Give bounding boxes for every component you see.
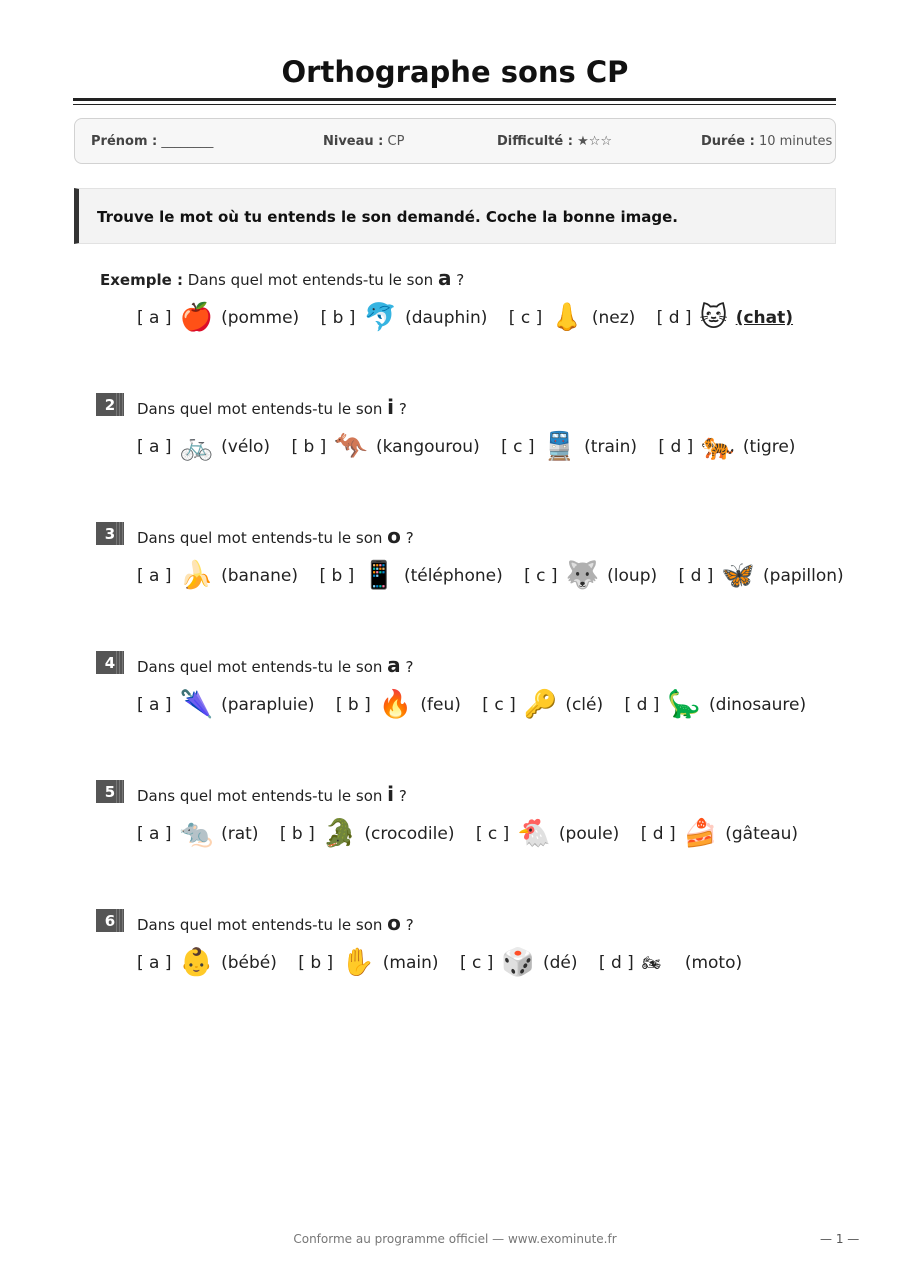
answer-option[interactable] (679, 558, 844, 594)
answer-option[interactable] (658, 429, 795, 465)
question-4 (137, 653, 413, 677)
answer-option-correct[interactable] (657, 300, 793, 336)
son-target: o (387, 524, 401, 548)
answer-option[interactable] (137, 687, 314, 723)
option-letter[interactable]: [ b ] (291, 437, 327, 457)
answer-option[interactable] (137, 945, 277, 981)
answer-option[interactable] (599, 945, 742, 981)
option-word: (tigre) (742, 437, 796, 457)
difficulte-stars: ★☆☆ (577, 134, 613, 149)
option-word: (pomme) (221, 308, 300, 328)
son-target: o (387, 911, 401, 935)
option-word: (dinosaure) (709, 695, 807, 715)
question-mark: ? (405, 916, 414, 934)
difficulte-label: Difficulté : (497, 134, 573, 149)
phone-icon[interactable]: 📱 (362, 560, 396, 591)
hand-icon[interactable]: ✋ (341, 947, 375, 978)
question-mark: ? (398, 787, 407, 805)
option-word: (kangourou) (375, 437, 480, 457)
option-word: (rat) (221, 824, 259, 844)
question-text: Dans quel mot entends-tu le son (137, 916, 383, 934)
option-word: (loup) (607, 566, 658, 586)
instruction-text: Trouve le mot où tu entends le son demandé. Coche la bonne image. (97, 208, 678, 226)
page-number: — 1 — (820, 1232, 860, 1246)
question-text: Dans quel mot entends-tu le son (187, 271, 434, 289)
title-rule-thin (73, 104, 836, 105)
answer-option[interactable] (291, 429, 479, 465)
option-letter[interactable]: [ b ] (279, 824, 315, 844)
option-word: (moto) (684, 953, 743, 973)
fire-icon[interactable]: 🔥 (378, 689, 413, 720)
question-text: Dans quel mot entends-tu le son (137, 658, 383, 676)
umbrella-icon[interactable]: 🌂 (179, 689, 214, 720)
butterfly-icon[interactable]: 🦋 (721, 560, 756, 591)
option-word: (clé) (565, 695, 604, 715)
option-word: (nez) (591, 308, 636, 328)
difficulte-field (497, 134, 612, 149)
answer-option[interactable] (625, 687, 807, 723)
answers-6 (137, 945, 758, 985)
answer-option[interactable] (298, 945, 438, 981)
option-letter[interactable]: [ d ] (624, 695, 660, 715)
question-number: 5 (96, 780, 124, 803)
answer-option[interactable] (476, 816, 619, 852)
question-number: 2 (96, 393, 124, 416)
apple-icon[interactable]: 🍎 (179, 302, 214, 333)
question-number: 4 (96, 651, 124, 674)
option-word: (banane) (221, 566, 299, 586)
option-word: (dé) (543, 953, 578, 973)
option-letter[interactable]: [ d ] (678, 566, 714, 586)
question-6 (137, 911, 414, 935)
example-label: Exemple : (100, 271, 183, 289)
cat-icon[interactable]: 🐱 (699, 302, 728, 333)
answer-option[interactable] (137, 300, 299, 336)
option-letter[interactable]: [ c ] (459, 953, 494, 973)
option-word: (téléphone) (403, 566, 503, 586)
cake-icon[interactable]: 🍰 (683, 818, 718, 849)
dolphin-icon[interactable]: 🐬 (363, 302, 398, 333)
question-3 (137, 524, 414, 548)
page-title: Orthographe sons CP (281, 55, 629, 89)
niveau-field (323, 134, 404, 149)
nose-icon[interactable]: 👃 (550, 302, 584, 333)
answer-option[interactable] (319, 558, 502, 594)
option-letter[interactable]: [ b ] (319, 566, 355, 586)
question-number: 3 (96, 522, 124, 545)
instruction-box (74, 188, 836, 244)
option-word: (feu) (420, 695, 461, 715)
question-number: 6 (96, 909, 124, 932)
train-icon[interactable]: 🚆 (542, 431, 577, 462)
example-answers (137, 300, 809, 340)
option-letter[interactable]: [ a ] (137, 308, 172, 328)
answers-5 (137, 816, 814, 856)
option-word: (bébé) (221, 953, 277, 973)
question-2 (137, 395, 407, 419)
option-word: (dauphin) (405, 308, 488, 328)
niveau-value: CP (387, 134, 405, 149)
motorcycle-icon[interactable]: 🏍 (641, 954, 661, 972)
option-letter[interactable]: [ a ] (137, 824, 172, 844)
chicken-icon[interactable]: 🐔 (517, 818, 551, 849)
dice-icon[interactable]: 🎲 (501, 947, 535, 978)
option-word-correct: (chat) (735, 308, 794, 328)
answer-option[interactable] (524, 558, 657, 594)
prenom-field[interactable] (91, 134, 213, 149)
question-mark: ? (405, 658, 414, 676)
option-word: (crocodile) (364, 824, 455, 844)
dinosaur-icon[interactable]: 🦕 (667, 689, 702, 720)
option-letter[interactable]: [ d ] (656, 308, 692, 328)
option-letter[interactable]: [ a ] (137, 566, 172, 586)
option-letter[interactable]: [ d ] (640, 824, 676, 844)
option-letter[interactable]: [ a ] (137, 437, 172, 457)
question-text: Dans quel mot entends-tu le son (137, 787, 383, 805)
crocodile-icon[interactable]: 🐊 (322, 818, 357, 849)
option-letter[interactable]: [ a ] (137, 695, 172, 715)
info-box (74, 118, 836, 164)
option-word: (poule) (558, 824, 620, 844)
tiger-icon[interactable]: 🐅 (701, 431, 735, 462)
option-letter[interactable]: [ c ] (508, 308, 543, 328)
question-mark: ? (456, 271, 465, 289)
option-letter[interactable]: [ b ] (298, 953, 334, 973)
answers-2 (137, 429, 811, 469)
option-letter[interactable]: [ a ] (137, 953, 172, 973)
option-word: (main) (382, 953, 439, 973)
bicycle-icon[interactable]: 🚲 (179, 431, 214, 462)
answer-option[interactable] (321, 300, 488, 336)
rat-icon[interactable]: 🐀 (179, 818, 214, 849)
example-question (100, 266, 464, 290)
wolf-icon[interactable]: 🐺 (565, 560, 600, 591)
option-letter[interactable]: [ d ] (658, 437, 694, 457)
duree-field (701, 134, 832, 149)
option-letter[interactable]: [ c ] (475, 824, 510, 844)
answer-option[interactable] (137, 429, 270, 465)
question-5 (137, 782, 407, 806)
question-text: Dans quel mot entends-tu le son (137, 400, 383, 418)
option-letter[interactable]: [ c ] (482, 695, 516, 715)
answer-option[interactable] (482, 687, 603, 723)
key-icon[interactable]: 🔑 (523, 689, 558, 720)
answer-option[interactable] (137, 816, 258, 852)
answer-option[interactable] (137, 558, 298, 594)
answer-option[interactable] (460, 945, 578, 981)
duree-label: Durée : (701, 134, 755, 149)
question-text: Dans quel mot entends-tu le son (137, 529, 383, 547)
prenom-label: Prénom : (91, 134, 158, 149)
option-word: (parapluie) (221, 695, 315, 715)
son-target: a (437, 266, 452, 290)
kangaroo-icon[interactable]: 🦘 (334, 431, 368, 462)
option-letter[interactable]: [ c ] (524, 566, 558, 586)
niveau-label: Niveau : (323, 134, 384, 149)
option-word: (vélo) (221, 437, 271, 457)
option-word: (gâteau) (725, 824, 799, 844)
option-letter[interactable]: [ d ] (598, 953, 634, 973)
duree-value: 10 minutes (758, 134, 833, 149)
title-rule (73, 98, 836, 101)
prenom-value: ________ (161, 134, 214, 149)
son-target: i (387, 395, 395, 419)
baby-icon[interactable]: 👶 (179, 947, 214, 978)
option-letter[interactable]: [ c ] (501, 437, 535, 457)
footer-text: Conforme au programme officiel — www.exominute.fr (293, 1232, 617, 1246)
option-word: (train) (584, 437, 638, 457)
answer-option[interactable] (336, 687, 461, 723)
answers-3 (137, 558, 860, 598)
answer-option[interactable] (641, 816, 798, 852)
answer-option[interactable] (509, 300, 635, 336)
option-word: (papillon) (763, 566, 844, 586)
option-letter[interactable]: [ b ] (335, 695, 371, 715)
son-target: i (387, 782, 395, 806)
answers-4 (137, 687, 822, 727)
question-mark: ? (398, 400, 407, 418)
question-mark: ? (405, 529, 414, 547)
answer-option[interactable] (501, 429, 637, 465)
answer-option[interactable] (280, 816, 455, 852)
son-target: a (387, 653, 401, 677)
option-letter[interactable]: [ b ] (320, 308, 356, 328)
banana-icon[interactable]: 🍌 (179, 560, 214, 591)
